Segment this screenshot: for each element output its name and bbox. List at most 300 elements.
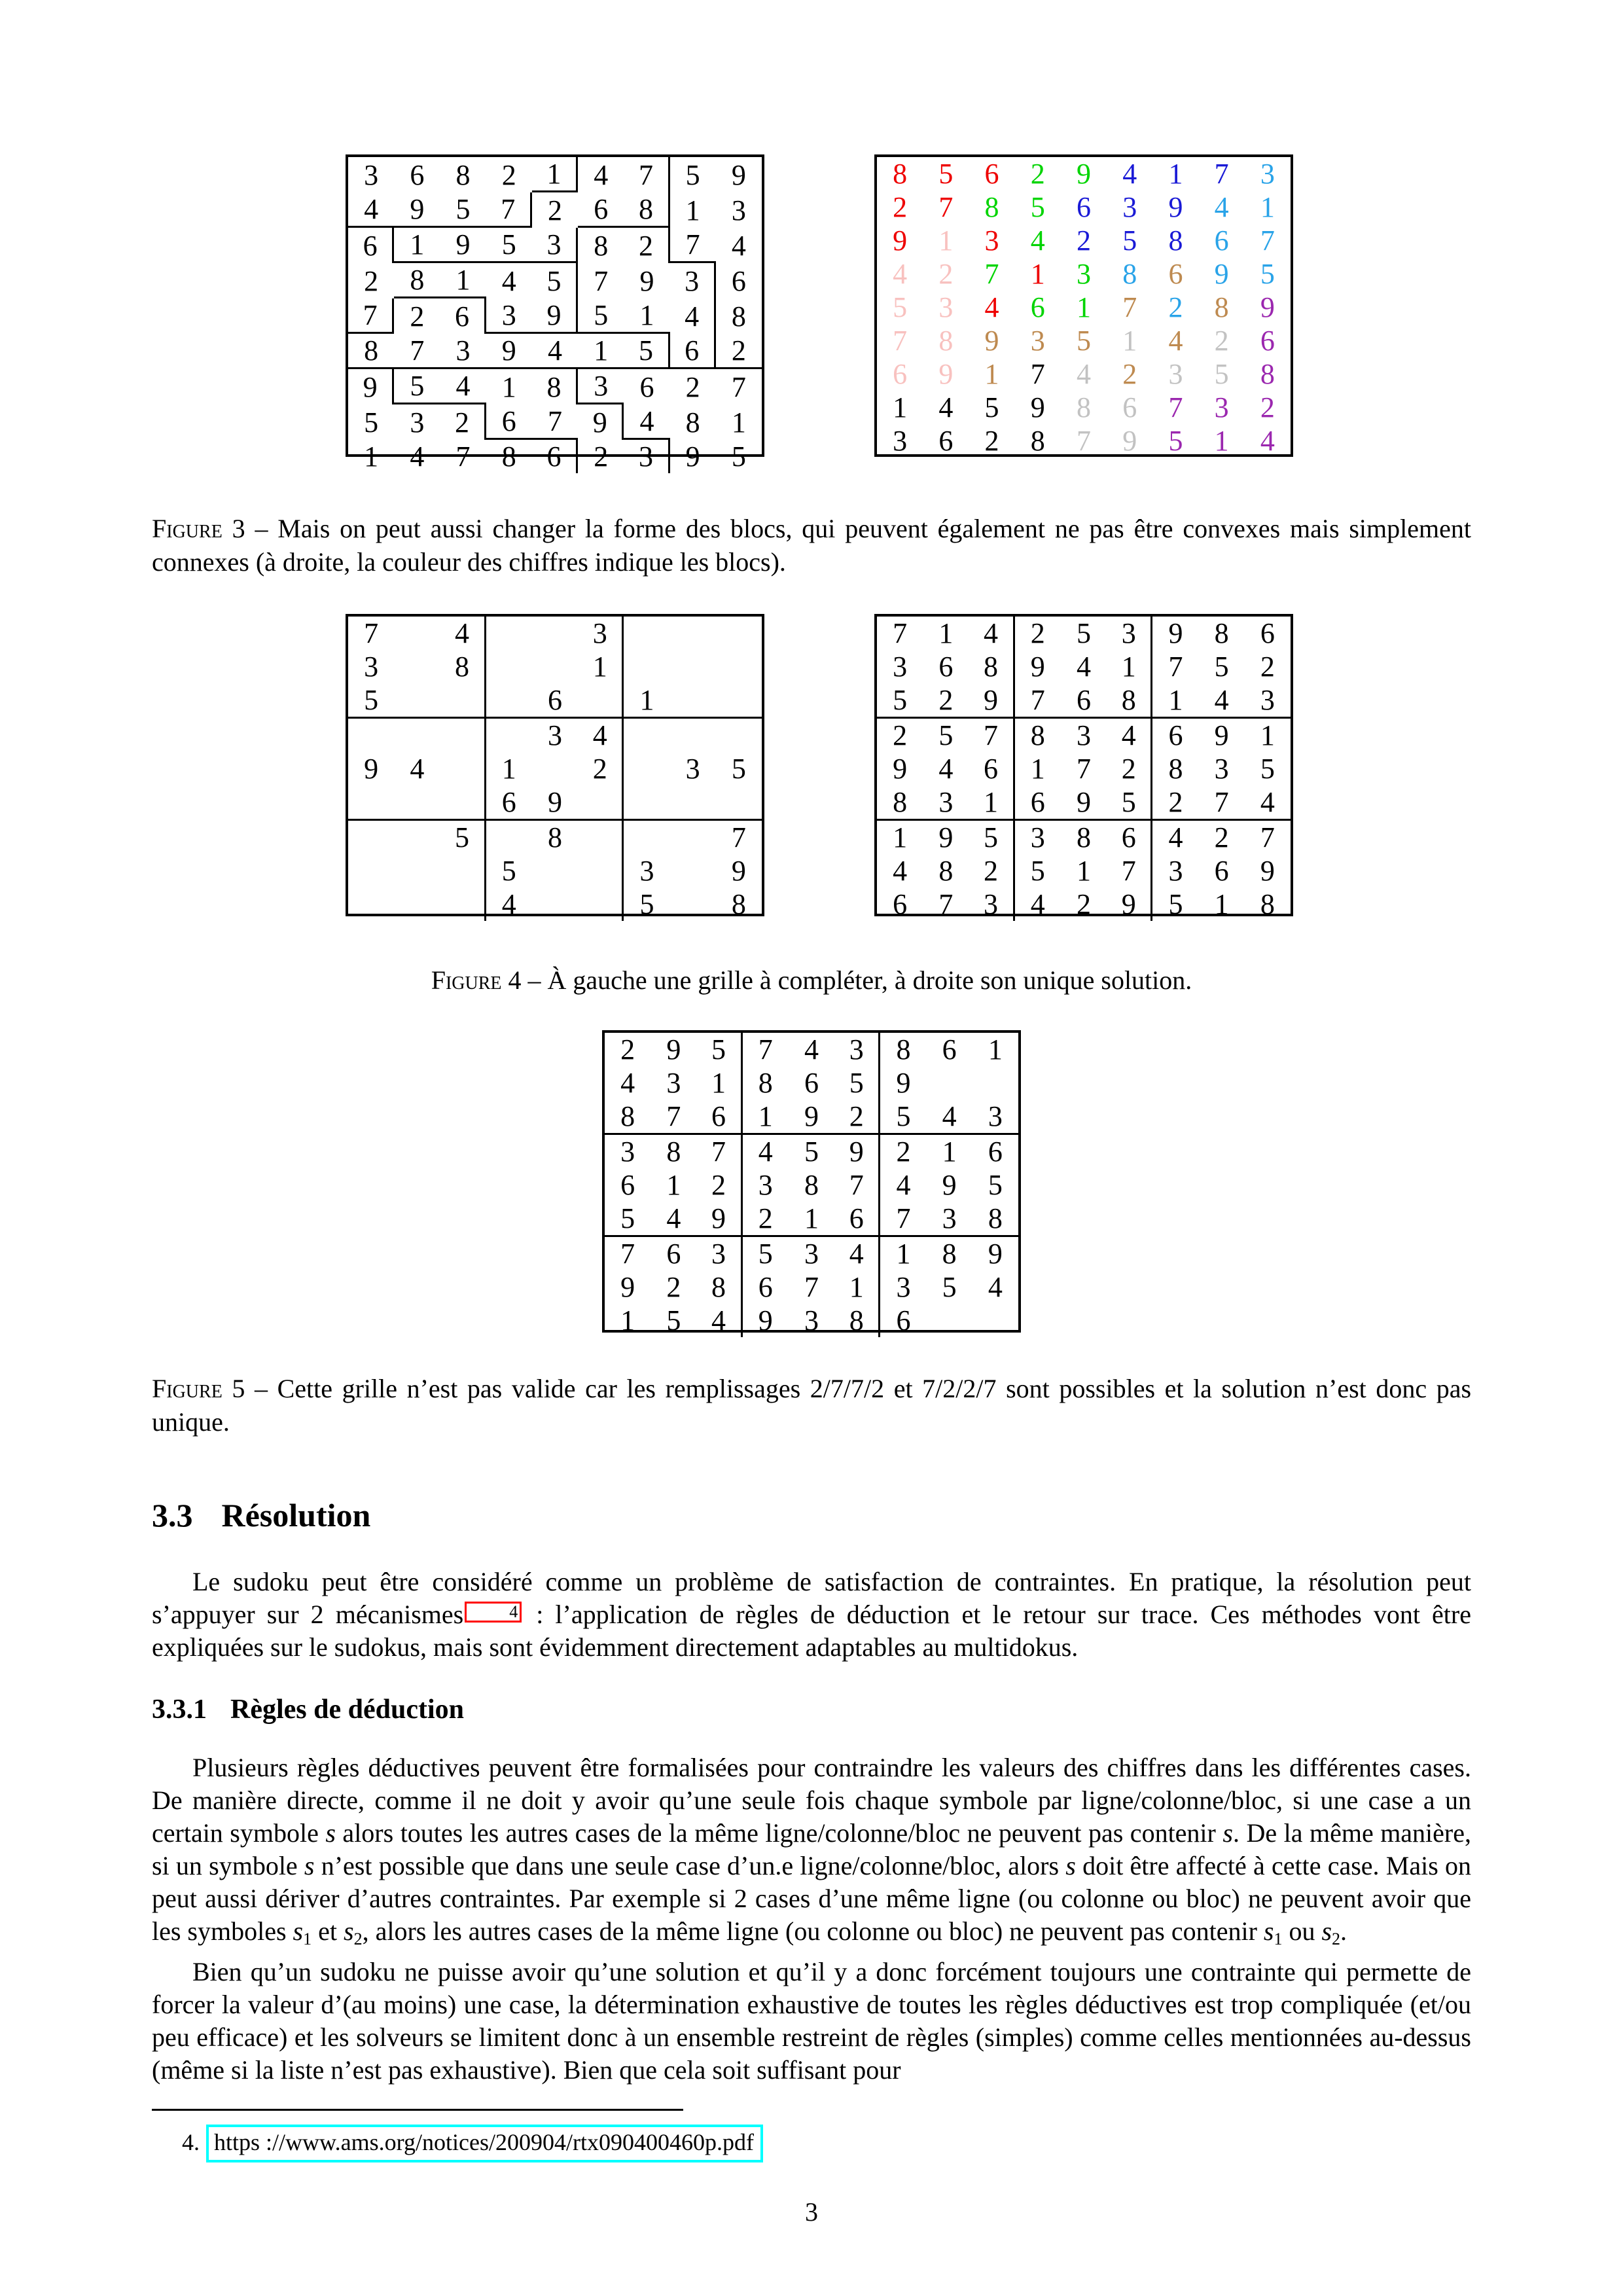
sudoku-cell: 9 <box>348 369 394 404</box>
sudoku-cell: 9 <box>532 298 578 334</box>
sudoku-cell: 2 <box>1168 291 1183 323</box>
sudoku-cell: 3 <box>1030 325 1045 357</box>
sudoku-cell: 9 <box>696 1202 742 1237</box>
sudoku-cell <box>927 1304 972 1337</box>
sudoku-cell: 7 <box>1168 391 1183 423</box>
sudoku-cell: 8 <box>685 406 700 439</box>
sudoku-cell <box>624 617 669 650</box>
sudoku-cell: 7 <box>834 1168 880 1202</box>
sudoku-cell: 2 <box>1152 785 1198 821</box>
sudoku-cell: 6 <box>834 1202 880 1237</box>
sudoku-cell: 4 <box>410 440 425 473</box>
sudoku-cell: 2 <box>620 1033 635 1066</box>
sudoku-cell: 2 <box>1030 158 1045 190</box>
sudoku-cell: 3 <box>620 1136 635 1168</box>
sudoku-cell: 1 <box>1214 425 1229 457</box>
sudoku-cell: 4 <box>804 1033 819 1066</box>
sudoku-cell: 3 <box>1214 391 1229 423</box>
sudoku-cell: 8 <box>1168 224 1183 257</box>
sudoku-cell: 2 <box>1030 617 1045 649</box>
sudoku-cell: 8 <box>938 855 954 887</box>
sudoku-cell <box>716 650 762 683</box>
sudoku-cell: 8 <box>1168 753 1183 785</box>
sudoku-cell: 7 <box>348 298 394 334</box>
sudoku-cell: 4 <box>1260 425 1275 457</box>
sudoku-cell: 7 <box>394 334 440 369</box>
sudoku-cell: 3 <box>578 617 624 650</box>
sudoku-cell: 5 <box>486 228 532 263</box>
sudoku-cell: 5 <box>440 192 486 228</box>
sudoku-cell: 2 <box>410 300 425 332</box>
figure-3-caption-text: Mais on peut aussi changer la forme des blocs, qui peuvent également ne pas être convexes mais simplement connexes (à droite, la couleur des chiffres indique les blocs). <box>152 514 1472 577</box>
sudoku-cell: 3 <box>896 1271 911 1303</box>
sudoku-cell: 2 <box>364 264 379 297</box>
sudoku-cell: 7 <box>893 617 908 649</box>
sudoku-cell: 9 <box>1168 191 1183 223</box>
sudoku-cell: 5 <box>1214 358 1229 390</box>
sudoku-cell: 4 <box>988 1271 1003 1303</box>
sudoku-cell: 6 <box>486 785 532 821</box>
sudoku-cell: 4 <box>938 753 954 785</box>
sudoku-cell: 8 <box>605 1100 651 1135</box>
sudoku-cell: 6 <box>731 264 746 297</box>
sudoku-cell: 3 <box>731 194 746 226</box>
text-segment: s <box>1321 1916 1332 1946</box>
text-segment: s <box>304 1851 315 1880</box>
sudoku-cell: 6 <box>893 358 908 390</box>
sudoku-cell: 9 <box>1260 291 1275 323</box>
sudoku-cell: 5 <box>1168 888 1183 920</box>
sudoku-cell: 1 <box>624 298 669 334</box>
sudoku-cell: 7 <box>594 264 609 297</box>
text-segment: ou <box>1282 1916 1322 1946</box>
sudoku-cell: 3 <box>804 1304 819 1336</box>
sudoku-cell: 3 <box>1076 258 1091 290</box>
text-segment: doit être affecté à cette case. Mais on peut aussi dériver d’autres contraintes. Par exemple si 2 cases d’une même ligne (ou colonne ou bloc) ne peuvent avoir que les symboles <box>152 1851 1471 1946</box>
sudoku-cell: 2 <box>696 1168 742 1202</box>
sudoku-cell: 7 <box>938 191 954 223</box>
text-segment: . De la même manière, si un symbole <box>152 1818 1472 1880</box>
sudoku-cell: 8 <box>938 325 954 357</box>
figure-5-caption-text: Cette grille n’est pas valide car les remplissages 2/7/7/2 et 7/2/2/7 sont possibles et la solution n’est donc pas unique. <box>152 1374 1472 1437</box>
footnote-url-link[interactable]: https ://www.ams.org/notices/200904/rtx090400460p.pdf <box>206 2125 763 2162</box>
sudoku-cell: 4 <box>893 258 908 290</box>
sudoku-cell: 9 <box>1214 258 1229 290</box>
sudoku-cell: 5 <box>1076 325 1091 357</box>
sudoku-cell: 1 <box>501 370 516 403</box>
sudoku-cell <box>624 821 669 854</box>
sudoku-cell: 5 <box>942 1271 957 1303</box>
sudoku-cell: 8 <box>1030 425 1045 457</box>
sudoku-cell: 8 <box>348 334 394 369</box>
sudoku-cell: 8 <box>893 158 908 190</box>
subsection-number: 3.3.1 <box>152 1695 207 1725</box>
sudoku-cell: 7 <box>624 157 669 192</box>
sudoku-cell: 3 <box>1214 753 1229 785</box>
section-heading-resolution <box>152 1496 1471 1534</box>
sudoku-cell: 9 <box>938 358 954 390</box>
sudoku-cell: 6 <box>620 1169 635 1201</box>
sudoku-cell <box>394 854 440 888</box>
sudoku-cell: 2 <box>1107 752 1152 785</box>
sudoku-cell: 7 <box>620 1238 635 1270</box>
sudoku-cell: 6 <box>1260 325 1275 357</box>
sudoku-cell: 6 <box>639 370 654 403</box>
sudoku-cell: 8 <box>1214 291 1229 323</box>
sudoku-cell: 9 <box>620 1271 635 1303</box>
sudoku-cell: 1 <box>969 785 1014 821</box>
sudoku-cell: 6 <box>1015 785 1061 821</box>
text-segment: Plusieurs règles déductives peuvent être formalisées pour contraindre les valeurs des chiffres dans les différentes cases. De manière directe, comme il ne doit y avoir qu’une seule fois chaque symbole par ligne/colonne/bloc, si une case a un certain symbole <box>152 1753 1471 1848</box>
sudoku-cell: 9 <box>834 1135 880 1168</box>
sudoku-cell: 1 <box>1152 683 1198 719</box>
sudoku-cell: 9 <box>731 855 746 887</box>
sudoku-cell: 7 <box>984 258 999 290</box>
sudoku-cell: 2 <box>984 425 999 457</box>
sudoku-cell: 8 <box>1076 391 1091 423</box>
sudoku-cell: 5 <box>804 1136 819 1168</box>
sudoku-cell: 3 <box>696 1237 742 1270</box>
sudoku-cell: 7 <box>532 404 578 440</box>
sudoku-cell: 8 <box>758 1067 773 1099</box>
sudoku-cell: 3 <box>1245 683 1291 719</box>
text-segment: s <box>344 1916 354 1946</box>
sudoku-cell: 7 <box>1107 854 1152 888</box>
sudoku-cell: 5 <box>834 1066 880 1100</box>
sudoku-cell: 4 <box>1214 191 1229 223</box>
sudoku-cell: 5 <box>624 334 669 369</box>
sudoku-cell: 2 <box>1214 821 1229 853</box>
sudoku-cell: 3 <box>1030 821 1045 853</box>
sudoku-cell: 2 <box>1260 651 1275 683</box>
sudoku-cell: 6 <box>1061 683 1107 719</box>
sudoku-cell: 2 <box>938 258 954 290</box>
sudoku-cell: 7 <box>893 325 908 357</box>
sudoku-cell: 6 <box>670 334 716 369</box>
sudoku-cell: 9 <box>1030 651 1045 683</box>
sudoku-cell: 4 <box>834 1237 880 1270</box>
figure-4-caption-sep: – <box>527 965 541 995</box>
figure-3-caption <box>152 512 1471 579</box>
figure-3-caption-sep: – <box>255 514 268 543</box>
sudoku-cell: 1 <box>938 617 954 649</box>
sudoku-cell: 3 <box>1260 158 1275 190</box>
footnote-marker-link[interactable]: 4 <box>465 1602 522 1623</box>
sudoku-cell: 6 <box>578 192 624 228</box>
sudoku-cell: 9 <box>1168 617 1183 649</box>
sudoku-cell <box>670 719 716 752</box>
sudoku-cell: 5 <box>758 1238 773 1270</box>
sudoku-cell: 4 <box>696 1304 742 1337</box>
sudoku-cell: 9 <box>1107 888 1152 921</box>
sudoku-cell: 1 <box>1168 158 1183 190</box>
text-segment: alors toutes les autres cases de la même ligne/colonne/bloc ne peuvent pas contenir <box>335 1818 1223 1848</box>
sudoku-cell: 7 <box>1015 683 1061 719</box>
text-segment: et <box>312 1916 344 1946</box>
sudoku-cell <box>532 854 578 888</box>
sudoku-cell: 4 <box>1122 158 1137 190</box>
sudoku-cell: 9 <box>532 785 578 821</box>
subsection-heading-regles <box>152 1694 1471 1725</box>
sudoku-cell: 6 <box>938 425 954 457</box>
sudoku-cell <box>578 854 624 888</box>
sudoku-cell: 7 <box>670 228 716 263</box>
sudoku-cell: 4 <box>594 158 609 191</box>
sudoku-cell: 4 <box>624 404 669 440</box>
sudoku-cell: 4 <box>984 291 999 323</box>
sudoku-cell: 3 <box>938 291 954 323</box>
sudoku-cell: 9 <box>666 1033 681 1066</box>
sudoku-cell <box>716 785 762 821</box>
text-segment: s <box>325 1818 336 1848</box>
sudoku-cell: 6 <box>410 158 425 191</box>
sudoku-cell: 7 <box>1260 224 1275 257</box>
footnote-rule <box>152 2109 683 2111</box>
sudoku-cell: 8 <box>501 440 516 473</box>
sudoku-cell <box>578 888 624 921</box>
sudoku-cell: 1 <box>1030 258 1045 290</box>
sudoku-cell: 9 <box>578 404 624 440</box>
sudoku-cell: 2 <box>1214 325 1229 357</box>
subsection-title: Règles de déduction <box>230 1695 464 1725</box>
sudoku-cell: 1 <box>394 228 440 263</box>
sudoku-cell: 1 <box>685 194 700 226</box>
sudoku-cell: 1 <box>893 821 908 853</box>
sudoku-cell: 1 <box>743 1100 789 1135</box>
sudoku-cell: 1 <box>731 406 746 439</box>
sudoku-cell: 5 <box>364 406 379 439</box>
sudoku-cell: 1 <box>896 1238 911 1270</box>
sudoku-cell: 6 <box>486 404 532 440</box>
sudoku-cell: 2 <box>440 404 486 440</box>
sudoku-cell <box>532 888 578 921</box>
sudoku-cell: 7 <box>651 1100 696 1135</box>
sudoku-cell: 1 <box>666 1169 681 1201</box>
sudoku-cell: 3 <box>685 753 700 785</box>
sudoku-cell: 4 <box>501 264 516 297</box>
sudoku-cell: 2 <box>624 228 669 263</box>
text-segment: . <box>1340 1916 1347 1946</box>
sudoku-cell: 6 <box>984 158 999 190</box>
sudoku-cell <box>624 719 669 752</box>
sudoku-cell <box>578 821 624 854</box>
sudoku-cell: 7 <box>880 1202 926 1237</box>
section-title: Résolution <box>221 1497 371 1534</box>
sudoku-cell: 8 <box>804 1169 819 1201</box>
sudoku-cell <box>624 785 669 821</box>
sudoku-cell: 3 <box>1122 191 1137 223</box>
sudoku-cell: 1 <box>1260 719 1275 751</box>
sudoku-cell <box>394 821 440 854</box>
sudoku-cell: 9 <box>486 334 532 369</box>
sudoku-cell: 1 <box>789 1202 834 1237</box>
sudoku-cell: 8 <box>972 1202 1018 1237</box>
sudoku-cell: 5 <box>988 1169 1003 1201</box>
sudoku-cell: 1 <box>364 440 379 473</box>
sudoku-cell <box>927 1066 972 1100</box>
sudoku-cell: 4 <box>758 1136 773 1168</box>
text-segment: 2 <box>353 1929 363 1948</box>
sudoku-cell: 4 <box>651 1202 696 1237</box>
sudoku-cell: 8 <box>440 650 486 683</box>
sudoku-cell: 9 <box>789 1100 834 1135</box>
sudoku-cell: 5 <box>394 369 440 404</box>
sudoku-cell: 6 <box>348 228 394 263</box>
sudoku-cell: 8 <box>896 1033 911 1066</box>
sudoku-cell: 4 <box>440 617 486 650</box>
sudoku-cell: 5 <box>1107 785 1152 821</box>
sudoku-cell <box>716 719 762 752</box>
sudoku-cell <box>394 650 440 683</box>
sudoku-cell: 3 <box>666 1067 681 1099</box>
sudoku-cell: 9 <box>440 228 486 263</box>
sudoku-cell: 8 <box>942 1238 957 1270</box>
sudoku-cell: 1 <box>1030 753 1045 785</box>
sudoku-invalid-grid <box>602 1030 1021 1336</box>
sudoku-cell <box>716 617 762 650</box>
sudoku-cell: 8 <box>1260 358 1275 390</box>
sudoku-cell: 5 <box>1030 191 1045 223</box>
sudoku-cell: 2 <box>578 752 624 785</box>
sudoku-cell: 2 <box>743 1202 789 1237</box>
sudoku-cell: 1 <box>1214 888 1229 920</box>
sudoku-cell: 8 <box>1260 888 1275 920</box>
sudoku-cell: 7 <box>486 192 532 228</box>
sudoku-cell: 4 <box>1245 785 1291 821</box>
sudoku-cell: 9 <box>394 192 440 228</box>
sudoku-cell: 2 <box>716 334 762 369</box>
sudoku-cell <box>486 650 532 683</box>
sudoku-cell <box>624 650 669 683</box>
sudoku-cell <box>440 785 486 821</box>
sudoku-cell: 2 <box>923 683 969 719</box>
sudoku-cell: 4 <box>620 1067 635 1099</box>
sudoku-cell <box>670 821 716 854</box>
figure-4-caption-text: À gauche une grille à compléter, à droite son unique solution. <box>547 965 1192 995</box>
figure-4-caption <box>152 963 1471 997</box>
sudoku-cell <box>578 785 624 821</box>
sudoku-cell: 7 <box>1199 785 1245 821</box>
sudoku-cell: 9 <box>942 1169 957 1201</box>
sudoku-cell: 5 <box>938 158 954 190</box>
sudoku-cell: 3 <box>547 719 562 751</box>
text-segment: s <box>1065 1851 1076 1880</box>
sudoku-cell <box>972 1304 1018 1337</box>
sudoku-cell: 1 <box>501 753 516 785</box>
sudoku-cell: 3 <box>486 298 532 334</box>
sudoku-cell: 7 <box>364 617 379 649</box>
sudoku-cell <box>394 785 440 821</box>
sudoku-cell: 6 <box>988 1136 1003 1168</box>
sudoku-cell: 4 <box>896 1169 911 1201</box>
sudoku-cell: 3 <box>532 228 578 263</box>
figure-4-label: Figure 4 <box>431 965 522 995</box>
sudoku-cell: 4 <box>1076 651 1091 683</box>
sudoku-cell: 5 <box>605 1202 651 1237</box>
sudoku-cell: 2 <box>834 1100 880 1135</box>
sudoku-cell: 3 <box>440 334 486 369</box>
sudoku-cell: 5 <box>877 683 923 719</box>
sudoku-cell: 4 <box>731 229 746 262</box>
sudoku-cell: 3 <box>893 651 908 683</box>
sudoku-cell: 2 <box>501 158 516 191</box>
sudoku-cell: 9 <box>1030 391 1045 423</box>
sudoku-cell: 4 <box>1030 888 1045 920</box>
sudoku-cell: 7 <box>1030 358 1045 390</box>
sudoku-cell: 4 <box>938 391 954 423</box>
sudoku-cell: 5 <box>666 1304 681 1336</box>
sudoku-cell <box>348 821 394 854</box>
sudoku-cell: 9 <box>1214 719 1229 751</box>
paragraph-solver-limits: Bien qu’un sudoku ne puisse avoir qu’une solution et qu’il y a donc forcément toujours une contrainte qui permette de forcer la valeur d’(au moins) une case, la détermination exhaustive de toutes les règles déductives est trop compliquée (et/ou peu efficace) et les solveurs se limitent donc à un ensemble restreint de règles (simples) comme celles mentionnées au-dessus (même si la liste n’est pas exhaustive). Bien que cela soit suffisant pour <box>152 1957 1471 2085</box>
sudoku-cell: 9 <box>893 753 908 785</box>
sudoku-cell: 1 <box>1107 650 1152 683</box>
footnote <box>182 2125 763 2162</box>
sudoku-cell <box>440 683 486 719</box>
sudoku-cell: 4 <box>578 719 624 752</box>
sudoku-cell <box>394 888 440 921</box>
text-segment: n’est possible que dans une seule case d’un.e ligne/colonne/bloc, alors <box>314 1851 1066 1880</box>
text-segment: 1 <box>303 1929 312 1948</box>
sudoku-cell: 5 <box>685 158 700 191</box>
sudoku-cell: 4 <box>348 192 394 228</box>
sudoku-cell <box>348 719 394 752</box>
paragraph-deduction-rules <box>152 1751 1471 1956</box>
sudoku-cell: 3 <box>984 224 999 257</box>
sudoku-cell <box>578 683 624 719</box>
paragraph-resolution-start: Le sudoku peut être considéré comme un problème de satisfaction de contraintes. En pratique, la résolution peut s’appuyer sur 2 mécanismes <box>152 1567 1471 1629</box>
sudoku-cell: 1 <box>696 1066 742 1100</box>
sudoku-cell <box>670 650 716 683</box>
sudoku-cell: 1 <box>1076 291 1091 323</box>
sudoku-cell: 6 <box>696 1100 742 1135</box>
text-segment: s <box>1263 1916 1274 1946</box>
figure-3-label: Figure 3 <box>152 514 245 543</box>
sudoku-cell: 8 <box>455 158 471 191</box>
sudoku-cell: 1 <box>1076 855 1091 887</box>
sudoku-cell: 5 <box>984 391 999 423</box>
sudoku-cell: 5 <box>880 1100 926 1135</box>
sudoku-cell: 6 <box>1030 291 1045 323</box>
sudoku-cell: 5 <box>696 1033 742 1066</box>
sudoku-cell: 7 <box>938 888 954 920</box>
sudoku-cell: 5 <box>1030 855 1045 887</box>
sudoku-cell: 1 <box>440 263 486 298</box>
sudoku-cell: 3 <box>927 1202 972 1237</box>
sudoku-cell: 7 <box>455 440 471 473</box>
sudoku-cell: 1 <box>1260 191 1275 223</box>
sudoku-cell: 7 <box>1260 821 1275 853</box>
sudoku-cell: 3 <box>893 425 908 457</box>
sudoku-cell: 4 <box>1076 358 1091 390</box>
sudoku-cell <box>532 617 578 650</box>
sudoku-cell: 5 <box>1122 224 1137 257</box>
sudoku-cell: 9 <box>896 1067 911 1099</box>
sudoku-cell: 4 <box>410 753 425 785</box>
sudoku-cell <box>716 683 762 719</box>
sudoku-cell: 6 <box>942 1033 957 1066</box>
text-segment: 2 <box>1332 1929 1341 1948</box>
sudoku-cell: 4 <box>1168 325 1183 357</box>
sudoku-cell: 5 <box>1076 617 1091 649</box>
sudoku-cell: 6 <box>893 888 908 920</box>
sudoku-cell: 4 <box>969 617 1014 650</box>
sudoku-cell: 6 <box>896 1304 911 1336</box>
sudoku-cell: 8 <box>1214 617 1229 649</box>
sudoku-cell <box>670 683 716 719</box>
sudoku-cell: 3 <box>624 440 669 473</box>
sudoku-cell: 7 <box>731 370 746 403</box>
